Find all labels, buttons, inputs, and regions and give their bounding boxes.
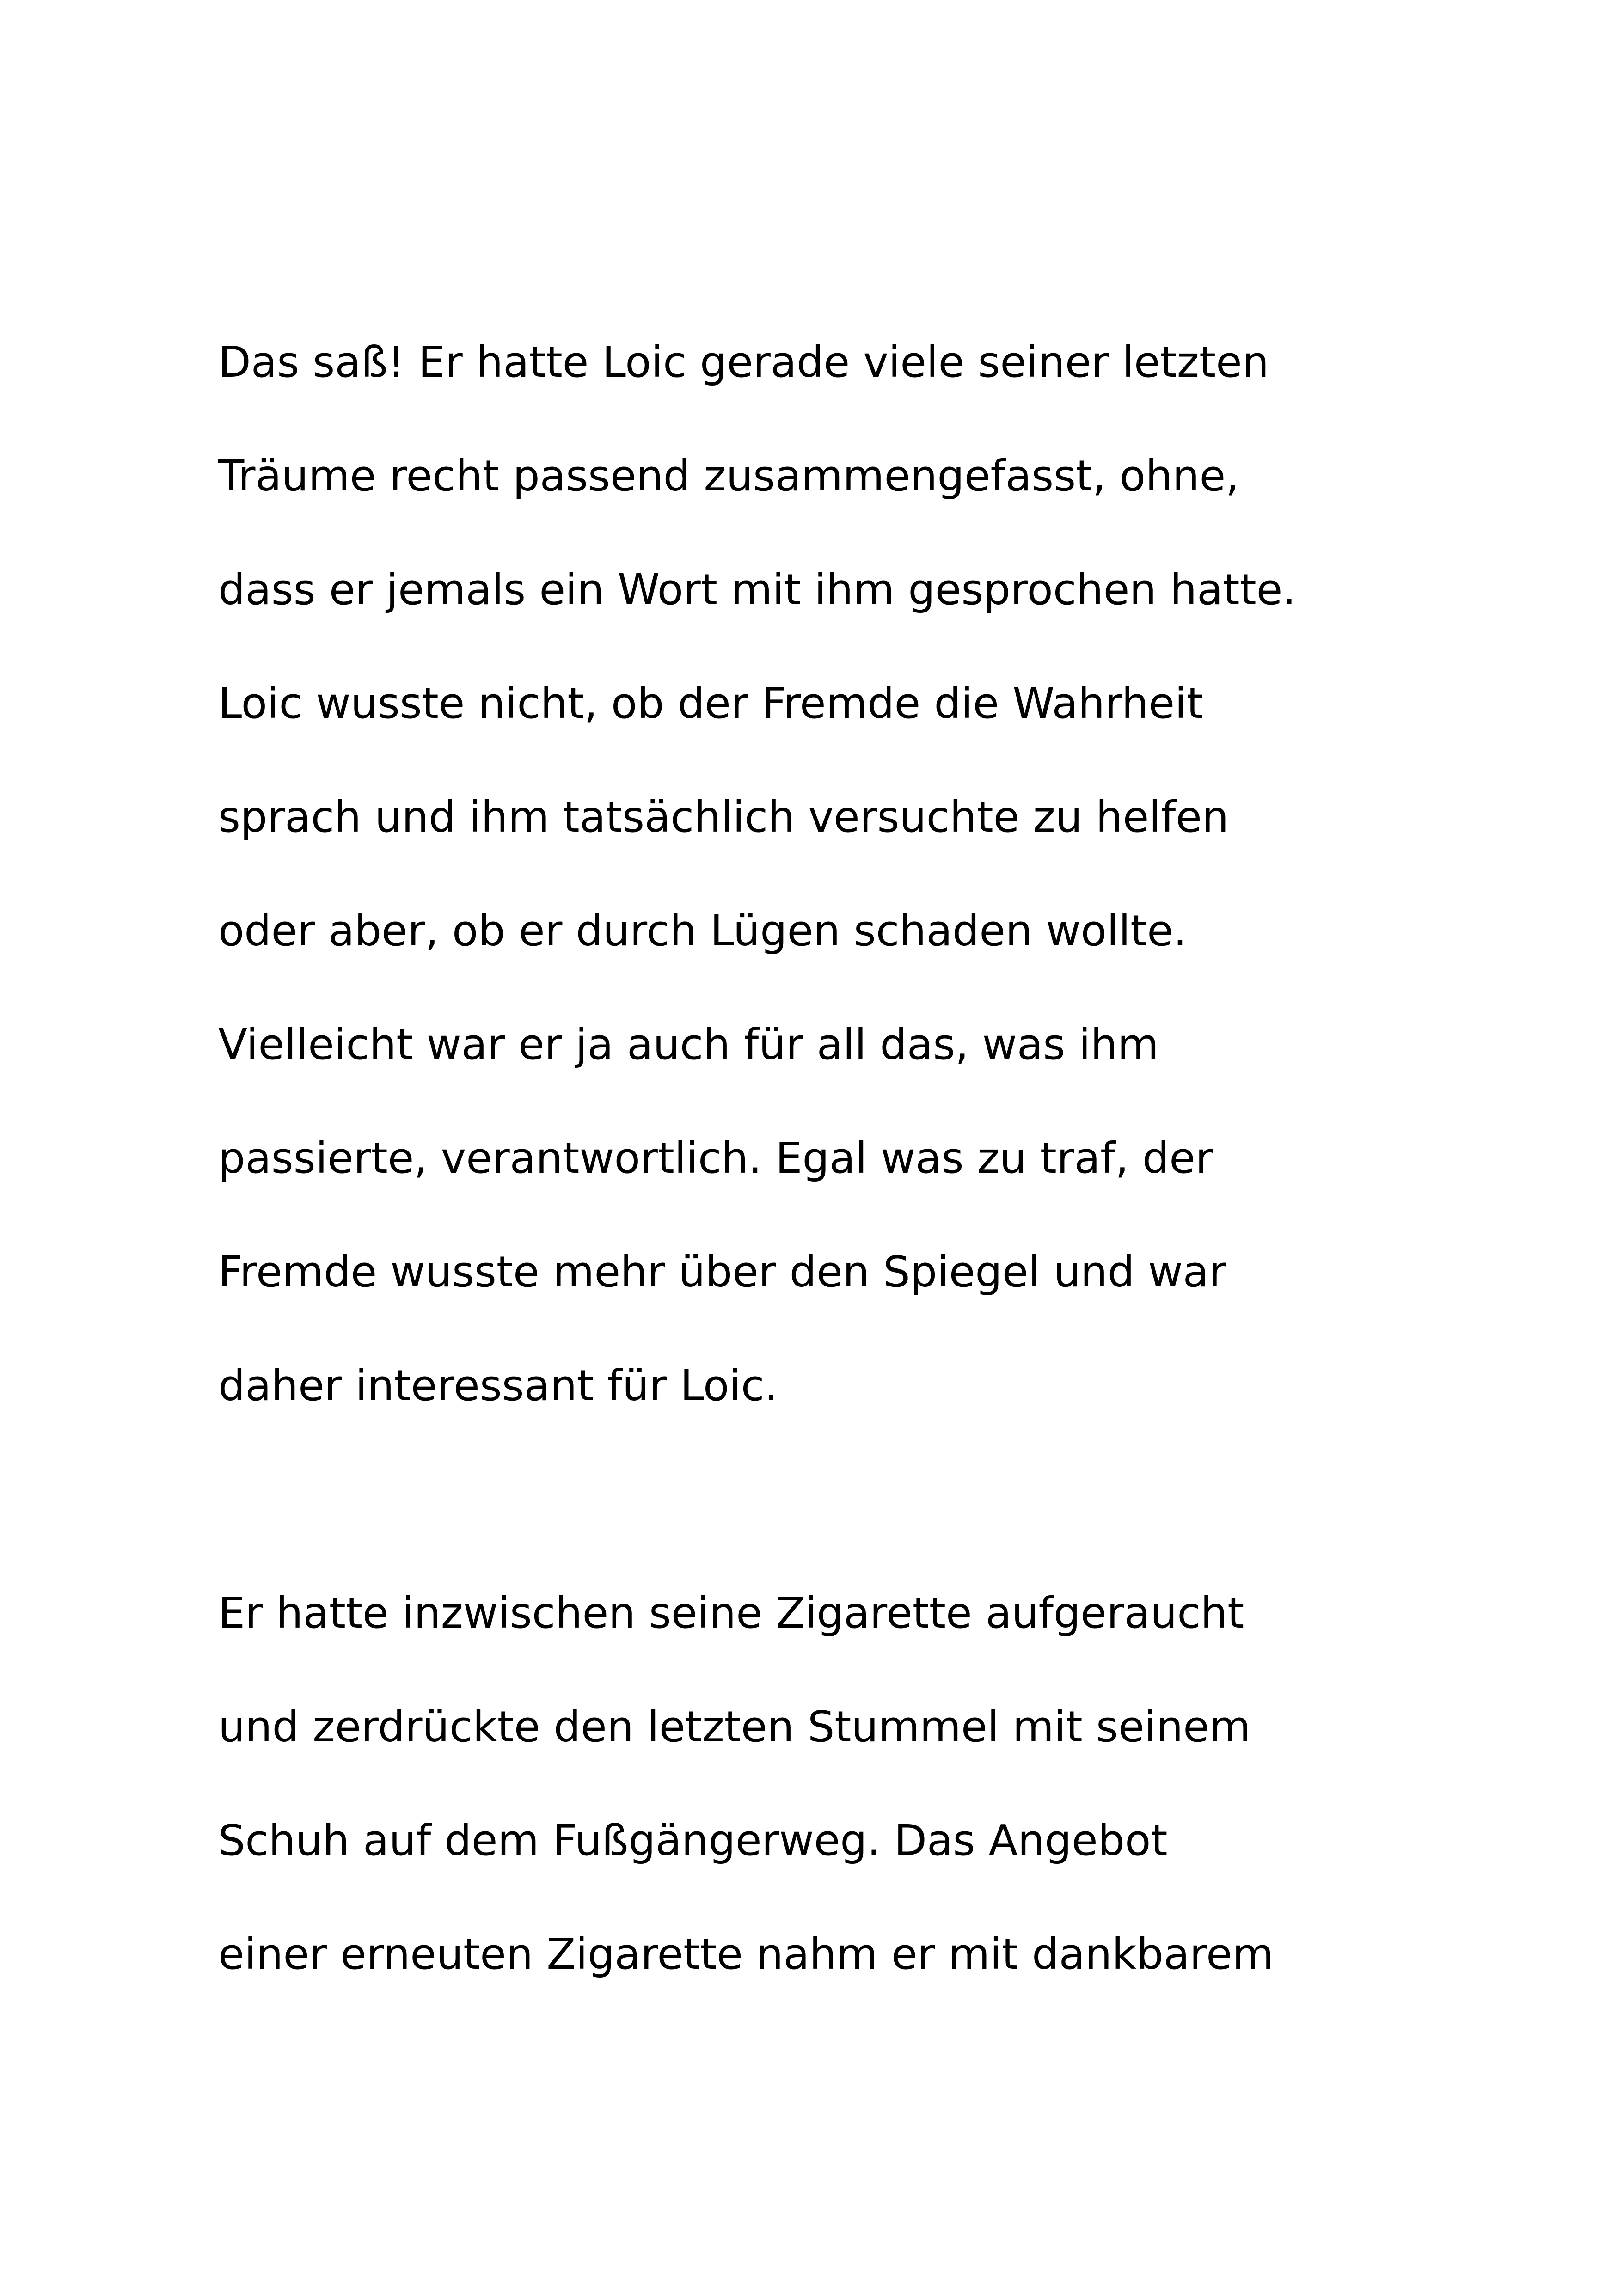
text-line: Träume recht passend zusammengefasst, ohne, — [218, 451, 1239, 501]
text-line: oder aber, ob er durch Lügen schaden wollte. — [218, 906, 1187, 955]
text-line: Vielleicht war er ja auch für all das, was ihm — [218, 1020, 1159, 1069]
text-line: Das saß! Er hatte Loic gerade viele seiner letzten — [218, 337, 1269, 387]
text-line: Fremde wusste mehr über den Spiegel und war — [218, 1247, 1226, 1297]
text-line: daher interessant für Loic. — [218, 1361, 778, 1410]
text-line: Er hatte inzwischen seine Zigarette aufgeraucht — [218, 1588, 1244, 1638]
text-line: Loic wusste nicht, ob der Fremde die Wahrheit — [218, 679, 1203, 728]
text-line: dass er jemals ein Wort mit ihm gesprochen hatte. — [218, 565, 1296, 614]
text-line: einer erneuten Zigarette nahm er mit dankbarem — [218, 1929, 1274, 1979]
text-line: Schuh auf dem Fußgängerweg. Das Angebot — [218, 1816, 1168, 1865]
text-line: passierte, verantwortlich. Egal was zu traf, der — [218, 1133, 1213, 1183]
text-line: und zerdrückte den letzten Stummel mit seinem — [218, 1702, 1251, 1751]
text-line: sprach und ihm tatsächlich versuchte zu helfen — [218, 792, 1229, 842]
